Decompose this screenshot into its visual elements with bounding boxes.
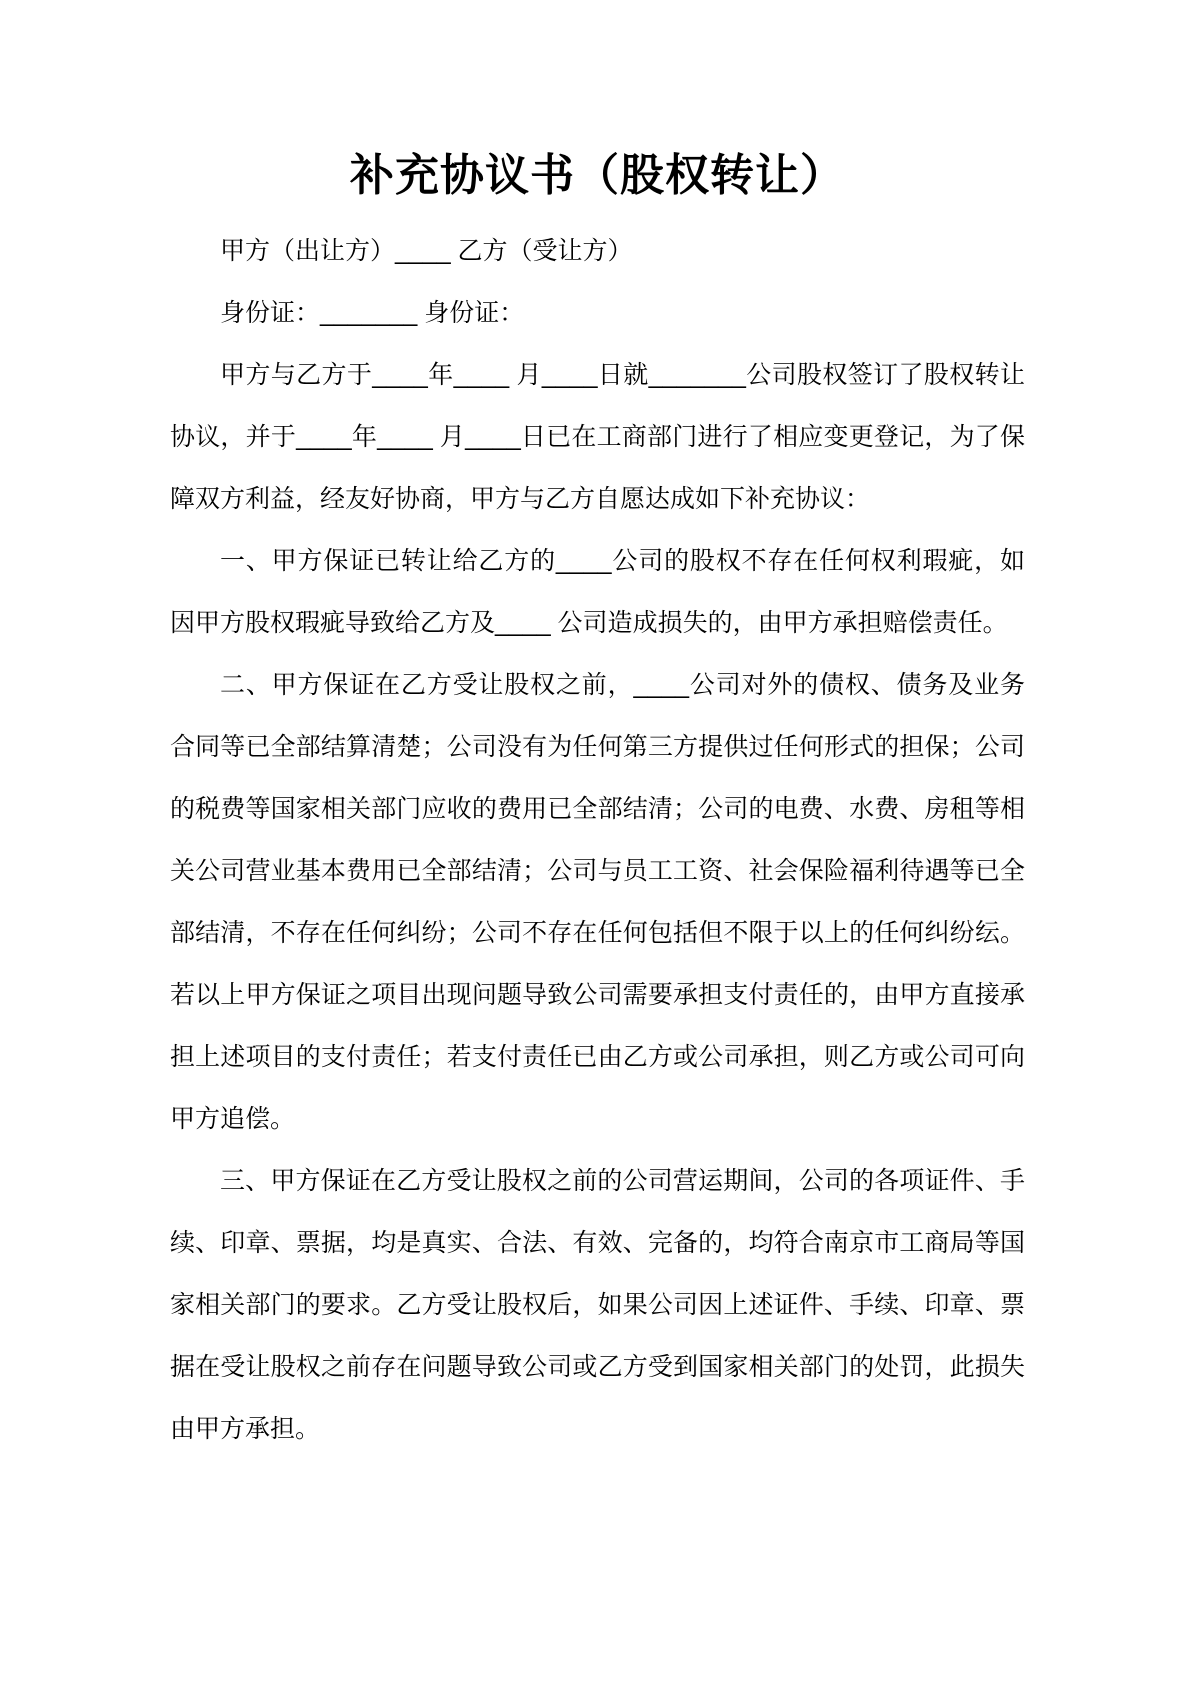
paragraph-preamble: 甲方与乙方于____年____ 月____日就_______公司股权签订了股权转让协议，并于____年____ 月____日已在工商部门进行了相应变更登记，为了保障双方利益，经友好协商，甲方与乙方自愿达成如下补充协议： xyxy=(170,361,1025,513)
document-title: 补充协议书（股权转让） xyxy=(350,151,845,200)
paragraph-clause-1: 一、甲方保证已转让给乙方的____公司的股权不存在任何权利瑕疵，如因甲方股权瑕疵导致给乙方及____ 公司造成损失的，由甲方承担赔偿责任。 xyxy=(170,547,1025,637)
paragraph-clause-2: 二、甲方保证在乙方受让股权之前，____公司对外的债权、债务及业务合同等已全部结算清楚；公司没有为任何第三方提供过任何形式的担保；公司的税费等国家相关部门应收的费用已全部结清；公司的电费、水费、房租等相关公司营业基本费用已全部结清；公司与员工工资、社会保险福利待遇等已全部结清，不存在任何纠纷；公司不存在任何包括但不限于以上的任何纠纷纭。若以上甲方保证之项目出现问题导致公司需要承担支付责任的，由甲方直接承担上述项目的支付责任；若支付责任已由乙方或公司承担，则乙方或公司可向甲方追偿。 xyxy=(170,671,1025,1133)
paragraph-id-numbers: 身份证：_______ 身份证： xyxy=(220,299,525,327)
paragraph-parties: 甲方（出让方）____ 乙方（受让方） xyxy=(220,237,633,265)
paragraph-clause-3: 三、甲方保证在乙方受让股权之前的公司营运期间，公司的各项证件、手续、印章、票据，均是真实、合法、有效、完备的，均符合南京市工商局等国家相关部门的要求。乙方受让股权后，如果公司因上述证件、手续、印章、票据在受让股权之前存在问题导致公司或乙方受到国家相关部门的处罚，此损失由甲方承担。 xyxy=(170,1167,1025,1443)
